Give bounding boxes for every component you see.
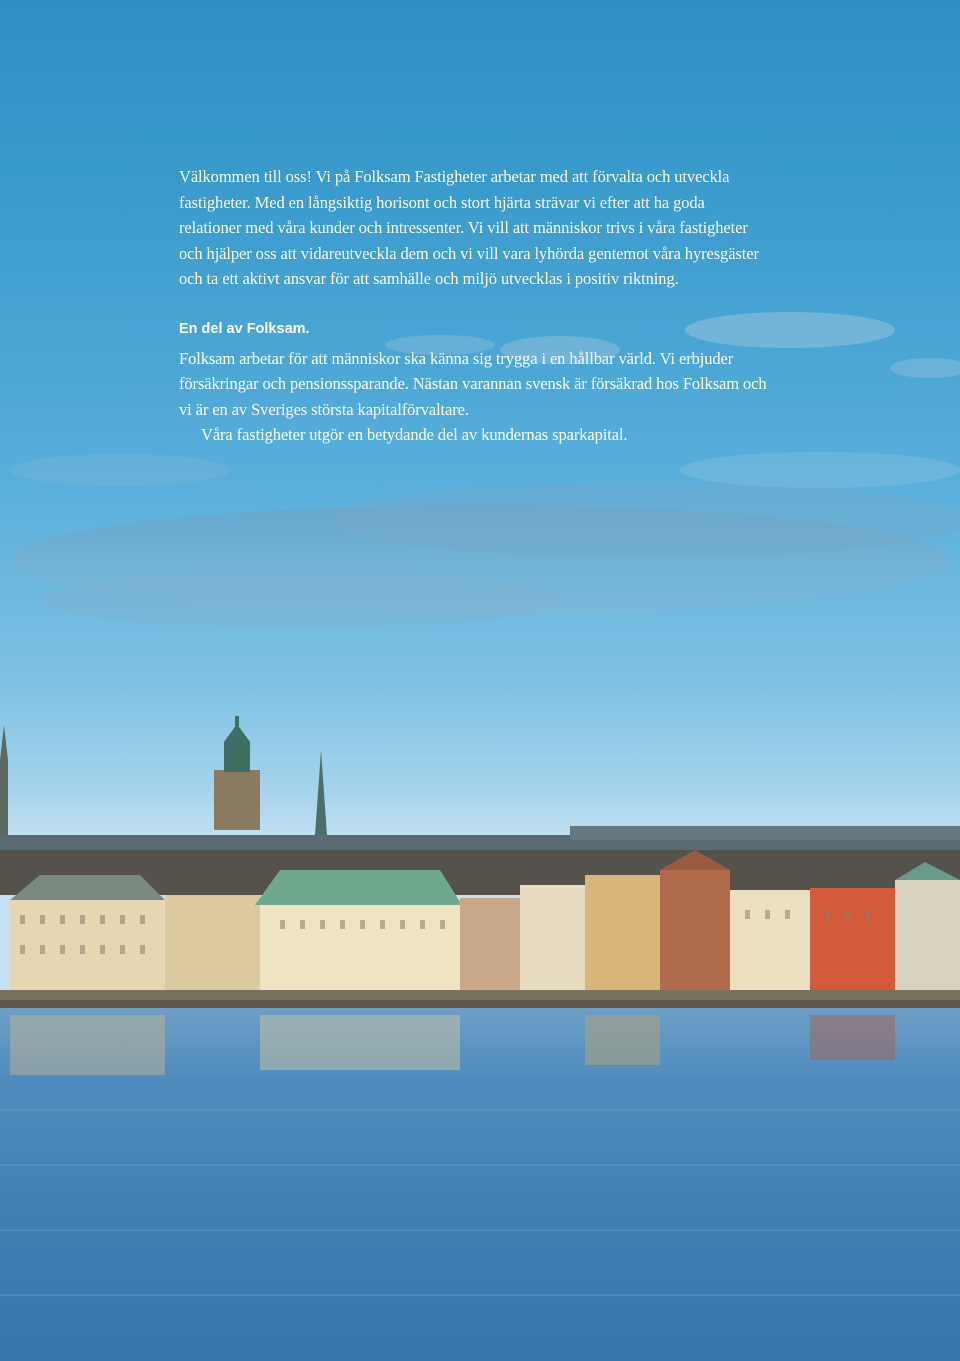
section-closing: Våra fastigheter utgör en betydande del av kundernas sparkapital.	[201, 425, 628, 444]
section-paragraph	[179, 346, 769, 448]
intro-paragraph: Välkommen till oss! Vi på Folksam Fastigheter arbetar med att förvalta och utveckla fastigheter. Med en långsiktig horisont och stort hjärta strävar vi efter att ha goda relationer med våra kunder och intressenter. Vi vill att människor trivs i våra fastigheter och hjälper oss att vidareutveckla dem och vi vill vara lyhörda gentemot våra hyresgäster och ta ett aktivt ansvar för att samhälle och miljö utvecklas i positiv riktning.	[179, 167, 759, 288]
section-heading: En del av Folksam.	[179, 320, 310, 337]
section-body: Folksam arbetar för att människor ska känna sig trygga i en hållbar värld. Vi erbjuder försäkringar och pensionssparande. Nästan varannan svensk är försäkrad hos Folksam och vi är en av Sveriges största kapitalförvaltare.	[179, 348, 767, 419]
text-block	[179, 164, 769, 448]
church-towers	[0, 716, 327, 835]
